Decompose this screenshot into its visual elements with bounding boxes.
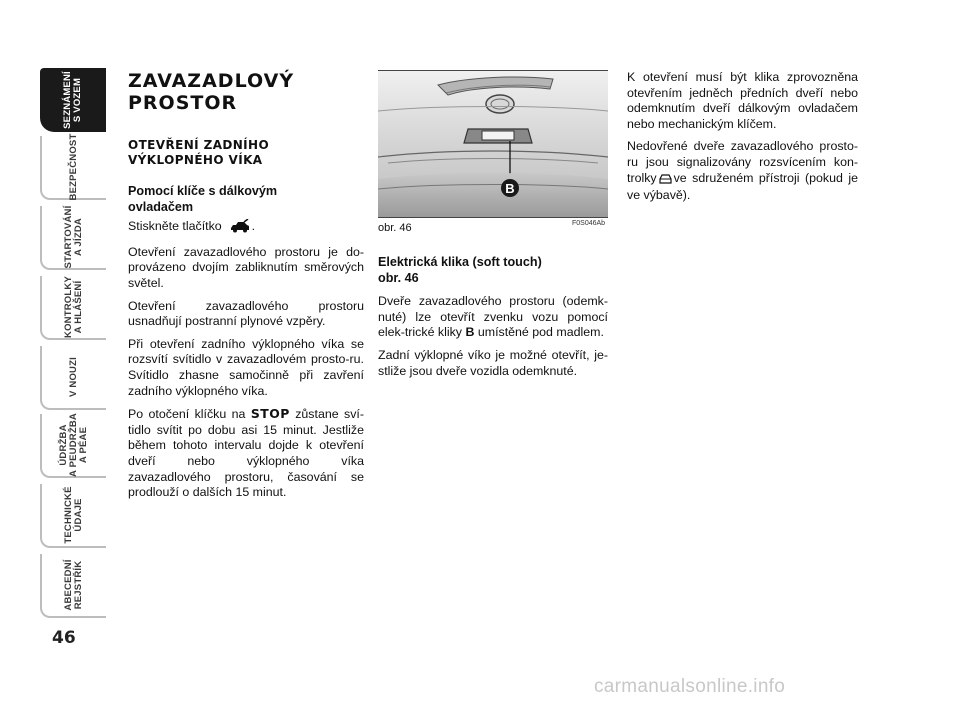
paragraph: Otevření zavazadlového prostoru je do-provázeno dvojím zabliknutím směrových světel. [128,244,364,290]
tab-kontrolky[interactable]: KONTROLKY A HLÁŠENÍ [40,276,106,340]
column-2 [378,255,608,386]
open-trunk-warning-icon [659,173,672,189]
stop-key-position: STOP [250,406,290,422]
column-1 [128,70,364,508]
figure-code: F0S046Ab [572,220,606,227]
tab-startovani[interactable]: STARTOVÁNÍ A JÍZDA [40,206,106,270]
tab-udrzba[interactable]: ÚDRŽBA A PEUDRŽBA A PÉAE [40,414,106,478]
tab-abecedni-rejstrik[interactable]: ABECEDNÍ REJSTŘÍK [40,554,106,618]
section-heading: Elektrická klika (soft touch) obr. 46 [378,255,542,285]
paragraph: Po otočení klíčku na STOP zůstane sví-tidlo svítit po dobu asi 15 minut. Jestliže během tohoto intervalu dojde k otevření dveří nebo výklopného víka zavazadlového prostoru, časování se prodlouží o dalších 15 minut. [128,406,364,500]
section-heading: Pomocí klíče s dálkovým ovladačem [128,184,278,214]
section-title: OTEVŘENÍ ZADNÍHO VÝKLOPNÉHO VÍKA [128,138,270,167]
page-number: 46 [52,628,76,648]
column-3 [627,70,858,211]
trunk-open-icon [230,219,250,238]
tab-bezpecnost[interactable]: BEZPEČNOST [40,136,106,200]
paragraph: Dveře zavazadlového prostoru (odemk-nuté) lze otevřít zvenku vozu pomocí elek-trické kliky B umístěné pod madlem. [378,294,608,340]
page-title: ZAVAZADLOVÝ PROSTOR [128,70,295,114]
figure-46 [378,70,608,218]
tailgate-illustration [378,71,608,217]
paragraph: Nedovřené dveře zavazadlového prosto-ru jsou signalizovány rozsvícením kon-trolky ve sdruženém přístroji (pokud je ve výbavě). [627,139,858,203]
tab-seznameni[interactable]: SEZNÁMENÍ S VOZEM [40,68,106,132]
paragraph: Zadní výklopné víko je možné otevřít, je-stliže jsou dveře vozidla odemknuté. [378,347,608,378]
paragraph: Při otevření zadního výklopného víka se rozsvítí svítidlo v zavazadlovém prosto-ru. Svítidlo zhasne samočinně při zavření zadního výklopného víka. [128,336,364,398]
figure-caption: obr. 46 [378,222,412,234]
paragraph: Otevření zavazadlového prostoru usnadňují postranní plynové vzpěry. [128,298,364,329]
watermark: carmanualsonline.info [594,676,786,697]
marker-b-label: B [505,181,515,196]
paragraph: K otevření musí být klika zprovozněna otevřením jedněch předních dveří nebo odemknutím dveří dálkovým ovladačem nebo mechanickým klíčem. [627,70,858,131]
press-button-instruction: Stiskněte tlačítko . [128,219,364,238]
tab-v-nouzi[interactable]: V NOUZI [40,346,106,410]
tab-technicke-udaje[interactable]: TECHNICKÉ ÚDAJE [40,484,106,548]
